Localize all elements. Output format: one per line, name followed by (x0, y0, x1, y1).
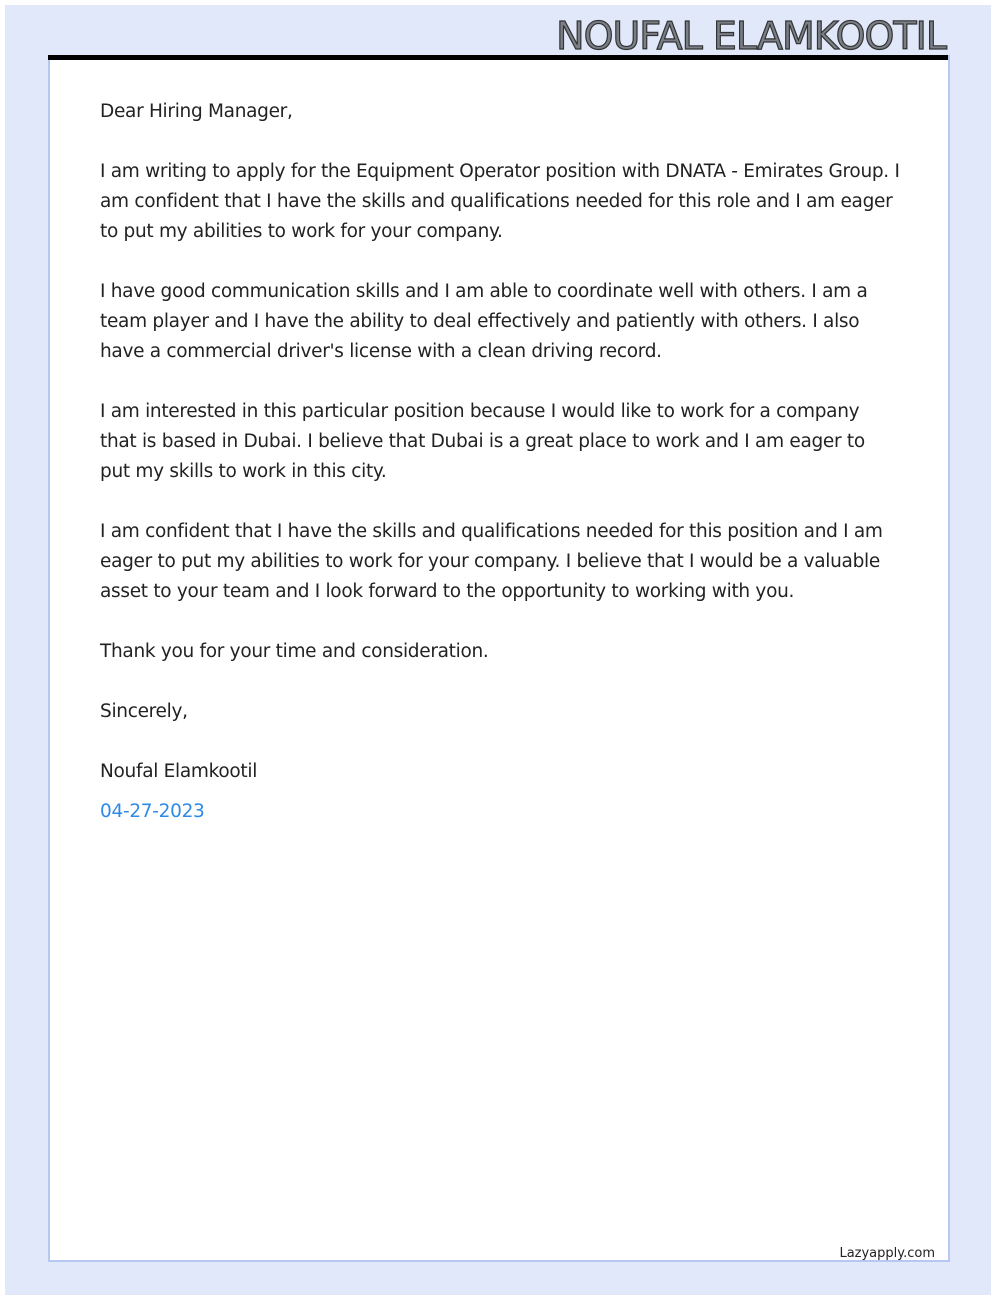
paragraph: I have good communication skills and I am able to coordinate well with others. I am a team player and I have the ability to deal effectively and patiently with others. I also have a commercial driver's license with a clean driving record. (100, 281, 868, 362)
paragraph: I am confident that I have the skills and qualifications needed for this position and I am eager to put my abilities to work for your company. I believe that I would be a valuable asset to your team and I look forward to the opportunity to working with you. (100, 521, 883, 602)
footer-brand: Lazyapply.com (839, 1246, 935, 1261)
letter-date: 04-27-2023 (100, 801, 205, 822)
paragraph: I am interested in this particular position because I would like to work for a company that is based in Dubai. I believe that Dubai is a great place to work and I am eager to put my skills to work in this city. (100, 401, 865, 482)
signature: Noufal Elamkootil (100, 761, 258, 782)
salutation: Dear Hiring Manager, (100, 101, 293, 122)
applicant-name-header: NOUFAL ELAMKOOTIL (556, 14, 946, 58)
paragraph: Thank you for your time and consideration. (100, 641, 489, 662)
letter-body (100, 97, 900, 857)
closing: Sincerely, (100, 701, 188, 722)
paragraph: I am writing to apply for the Equipment Operator position with DNATA - Emirates Group. I am confident that I have the skills and qualifications needed for this role and I am eager to put my abilities to work for your company. (100, 161, 900, 242)
